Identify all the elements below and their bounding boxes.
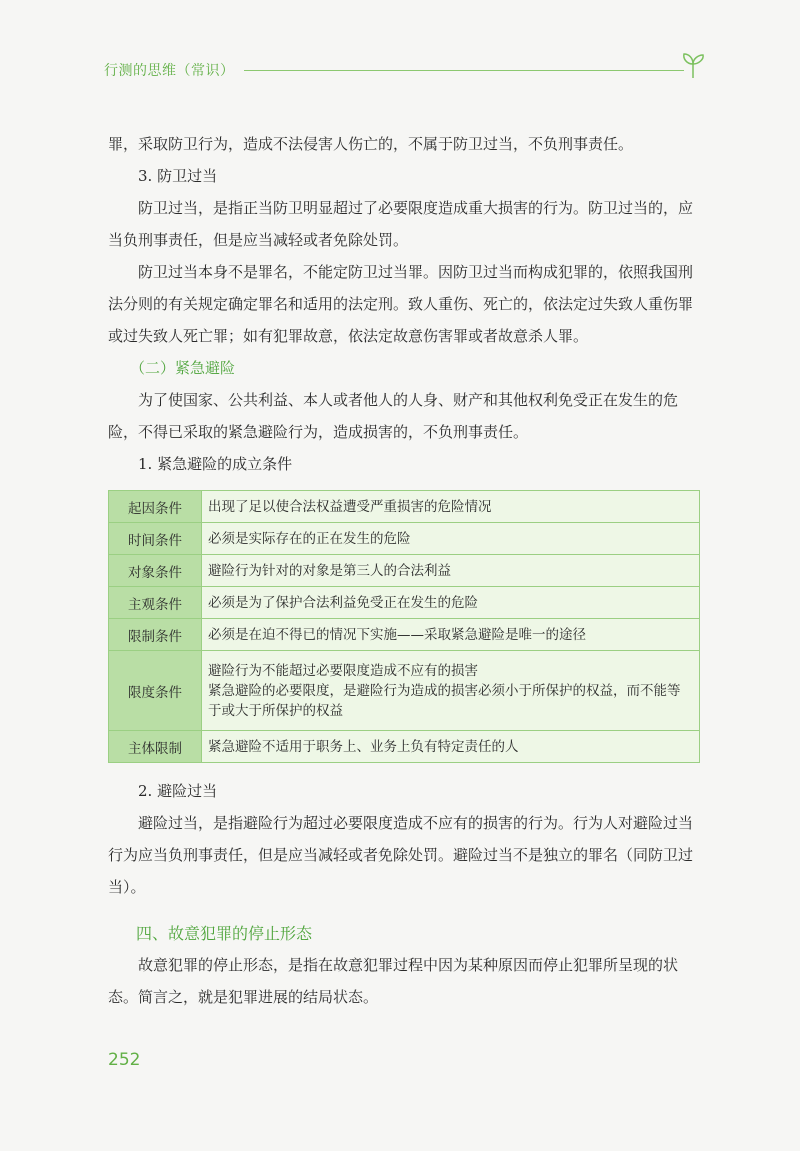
subheading-1: 1. 紧急避险的成立条件 <box>138 455 293 473</box>
table-row <box>109 651 700 731</box>
table-row <box>109 523 700 555</box>
paragraph: 防卫过当本身不是罪名，不能定防卫过当罪。因防卫过当而构成犯罪的，依照我国刑法分则的有关规定确定罪名和适用的法定刑。致人重伤、死亡的，依法定过失致人重伤罪或过失致人死亡罪；如有犯罪故意，依法定故意伤害罪或者故意杀人罪。 <box>108 263 694 345</box>
row-value: 必须是为了保护合法利益免受正在发生的危险 <box>202 587 700 619</box>
row-label: 限制条件 <box>109 619 202 651</box>
paragraph: 罪，采取防卫行为，造成不法侵害人伤亡的，不属于防卫过当，不负刑事责任。 <box>108 135 634 153</box>
table-row <box>109 555 700 587</box>
row-value-line: 避险行为不能超过必要限度造成不应有的损害 <box>208 662 478 679</box>
row-label: 对象条件 <box>109 555 202 587</box>
table-row <box>109 731 700 763</box>
running-header <box>104 58 704 88</box>
conditions-table <box>108 490 700 763</box>
paragraph: 防卫过当，是指正当防卫明显超过了必要限度造成重大损害的行为。防卫过当的，应当负刑事责任，但是应当减轻或者免除处罚。 <box>108 199 694 249</box>
paragraph: 故意犯罪的停止形态，是指在故意犯罪过程中因为某种原因而停止犯罪所呈现的状态。简言之，就是犯罪进展的结局状态。 <box>108 956 679 1006</box>
page-content <box>108 128 700 1013</box>
row-value-line: 紧急避险的必要限度，是避险行为造成的损害必须小于所保护的权益，而不能等于或大于所保护的权益 <box>208 682 681 719</box>
sprout-icon <box>678 50 708 80</box>
table-row <box>109 491 700 523</box>
section-heading-stop-forms: 四、故意犯罪的停止形态 <box>136 924 313 943</box>
table-row <box>109 619 700 651</box>
subheading-2: 2. 避险过当 <box>138 782 218 800</box>
row-value: 出现了足以使合法权益遭受严重损害的危险情况 <box>202 491 700 523</box>
table-row <box>109 587 700 619</box>
row-value: 必须是在迫不得已的情况下实施——采取紧急避险是唯一的途径 <box>202 619 700 651</box>
header-rule <box>244 70 684 71</box>
row-label: 起因条件 <box>109 491 202 523</box>
section-heading-emergency: （二）紧急避险 <box>130 359 236 377</box>
subheading-3: 3. 防卫过当 <box>138 167 218 185</box>
row-label: 时间条件 <box>109 523 202 555</box>
row-value <box>202 651 700 731</box>
row-label: 限度条件 <box>109 651 202 731</box>
row-value: 必须是实际存在的正在发生的危险 <box>202 523 700 555</box>
row-value: 避险行为针对的对象是第三人的合法利益 <box>202 555 700 587</box>
row-value: 紧急避险不适用于职务上、业务上负有特定责任的人 <box>202 731 700 763</box>
paragraph: 为了使国家、公共利益、本人或者他人的人身、财产和其他权利免受正在发生的危险，不得已采取的紧急避险行为，造成损害的，不负刑事责任。 <box>108 391 679 441</box>
row-label: 主观条件 <box>109 587 202 619</box>
paragraph: 避险过当，是指避险行为超过必要限度造成不应有的损害的行为。行为人对避险过当行为应当负刑事责任，但是应当减轻或者免除处罚。避险过当不是独立的罪名（同防卫过当）。 <box>108 814 694 896</box>
header-title: 行测的思维（常识） <box>104 63 235 79</box>
row-label: 主体限制 <box>109 731 202 763</box>
page-number: 252 <box>108 1050 141 1070</box>
